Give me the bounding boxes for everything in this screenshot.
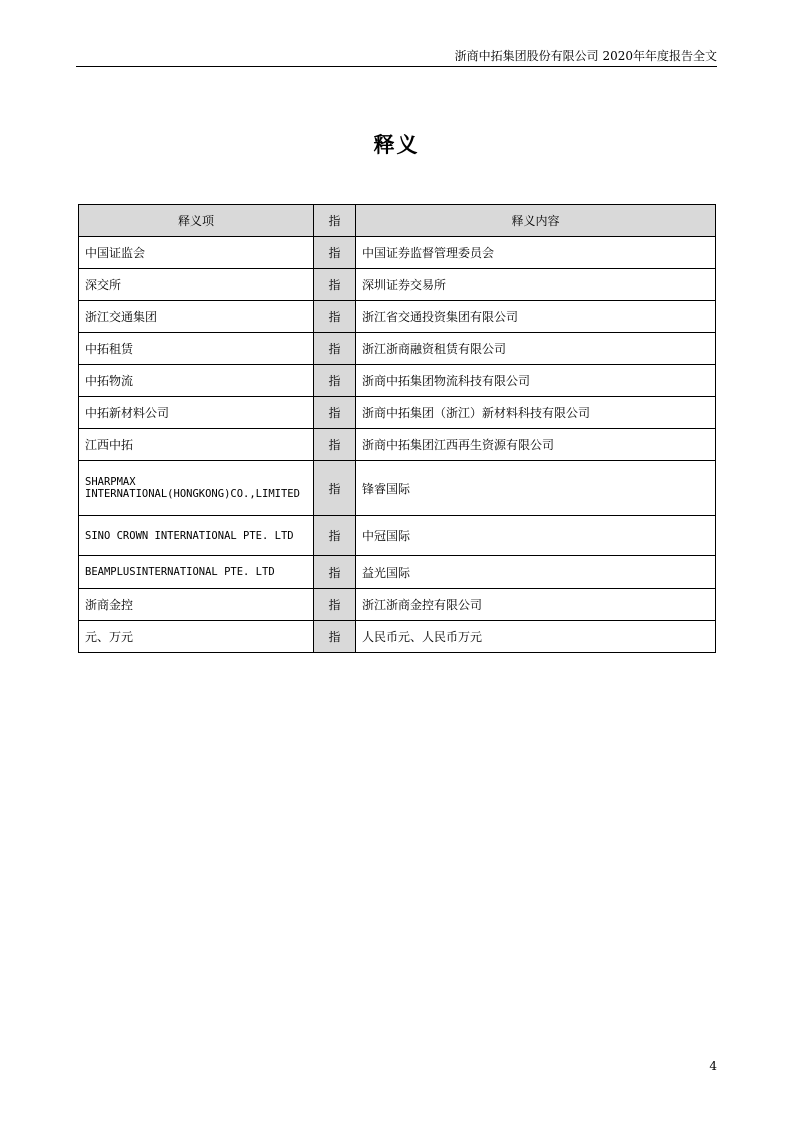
table-row xyxy=(79,237,716,269)
meaning-cell: 深圳证券交易所 xyxy=(356,269,716,301)
table-row xyxy=(79,556,716,589)
table-row xyxy=(79,365,716,397)
term-cell xyxy=(79,461,314,516)
term-line-1: SHARPMAX xyxy=(85,476,136,488)
table-row xyxy=(79,589,716,621)
meaning-cell: 中国证券监督管理委员会 xyxy=(356,237,716,269)
page-title: 释义 xyxy=(373,132,420,157)
term-cell: 中拓新材料公司 xyxy=(79,397,314,429)
header-term: 释义项 xyxy=(79,205,314,237)
term-cell: 中拓租赁 xyxy=(79,333,314,365)
refers-cell: 指 xyxy=(314,301,356,333)
refers-cell: 指 xyxy=(314,269,356,301)
term-cell: SINO CROWN INTERNATIONAL PTE. LTD xyxy=(79,516,314,556)
table-row xyxy=(79,397,716,429)
meaning-cell: 中冠国际 xyxy=(356,516,716,556)
page-number: 4 xyxy=(709,1059,717,1073)
term-cell: 浙商金控 xyxy=(79,589,314,621)
refers-cell: 指 xyxy=(314,429,356,461)
table-row xyxy=(79,461,716,516)
meaning-cell: 浙商中拓集团物流科技有限公司 xyxy=(356,365,716,397)
refers-cell: 指 xyxy=(314,589,356,621)
table-row xyxy=(79,429,716,461)
header-refers: 指 xyxy=(314,205,356,237)
refers-cell: 指 xyxy=(314,397,356,429)
term-cell: 中拓物流 xyxy=(79,365,314,397)
table-header-row xyxy=(79,205,716,237)
header-meaning: 释义内容 xyxy=(356,205,716,237)
term-line-2: INTERNATIONAL(HONGKONG)CO.,LIMITED xyxy=(85,488,300,500)
refers-cell: 指 xyxy=(314,516,356,556)
header-rule xyxy=(76,66,717,67)
meaning-cell: 锋睿国际 xyxy=(356,461,716,516)
running-header: 浙商中拓集团股份有限公司 2020年年度报告全文 xyxy=(454,49,717,63)
meaning-cell: 益光国际 xyxy=(356,556,716,589)
refers-cell: 指 xyxy=(314,556,356,589)
meaning-cell: 浙江浙商融资租赁有限公司 xyxy=(356,333,716,365)
table-row xyxy=(79,301,716,333)
term-cell: BEAMPLUSINTERNATIONAL PTE. LTD xyxy=(79,556,314,589)
refers-cell: 指 xyxy=(314,237,356,269)
refers-cell: 指 xyxy=(314,365,356,397)
term-cell: 中国证监会 xyxy=(79,237,314,269)
meaning-cell: 浙商中拓集团江西再生资源有限公司 xyxy=(356,429,716,461)
meaning-cell: 浙商中拓集团（浙江）新材料科技有限公司 xyxy=(356,397,716,429)
term-cell: 江西中拓 xyxy=(79,429,314,461)
meaning-cell: 人民币元、人民币万元 xyxy=(356,621,716,653)
term-cell: 深交所 xyxy=(79,269,314,301)
refers-cell: 指 xyxy=(314,621,356,653)
table-row xyxy=(79,516,716,556)
table-row xyxy=(79,333,716,365)
term-cell: 浙江交通集团 xyxy=(79,301,314,333)
refers-cell: 指 xyxy=(314,461,356,516)
table-row xyxy=(79,269,716,301)
meaning-cell: 浙江浙商金控有限公司 xyxy=(356,589,716,621)
meaning-cell: 浙江省交通投资集团有限公司 xyxy=(356,301,716,333)
table-row xyxy=(79,621,716,653)
refers-cell: 指 xyxy=(314,333,356,365)
glossary-table xyxy=(78,204,716,653)
term-cell: 元、万元 xyxy=(79,621,314,653)
